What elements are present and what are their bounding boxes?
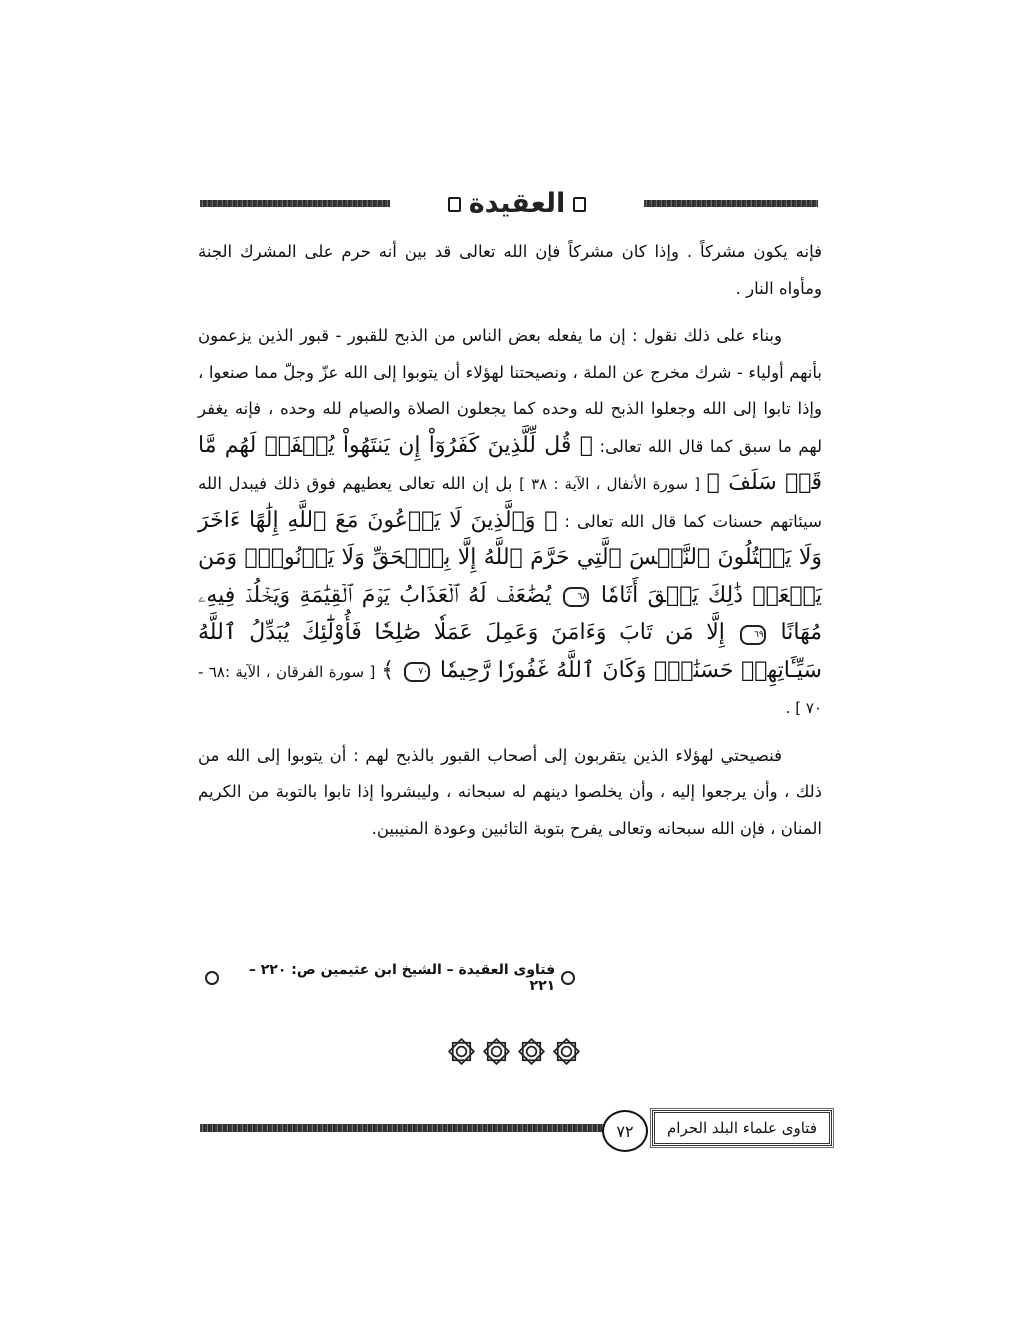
header-title-group bbox=[442, 186, 592, 222]
paragraph-1: فإنه يكون مشركاً . وإذا كان مشركاً فإن الله تعالى قد بين أنه حرم على المشرك الجنة ومأواه النار . bbox=[198, 242, 822, 298]
octagram-star-icon bbox=[446, 1036, 477, 1067]
circle-bullet-icon bbox=[205, 971, 219, 985]
circle-bullet-icon bbox=[561, 971, 575, 985]
page-header bbox=[200, 186, 818, 222]
quran-verse-furqan-68: ﴿ وَٱلَّذِينَ لَا يَدۡعُونَ مَعَ ٱللَّهِ إِلَٰهًا ءَاخَرَ وَلَا يَقۡتُلُونَ ٱلنَّفۡسَ ٱلَّتِي حَرَّمَ ٱللَّهُ إِلَّا بِٱلۡحَقِّ وَلَا يَزۡنُونَۚ وَمَن يَفۡعَلۡ ذَٰلِكَ يَلۡقَ أَثَامٗا bbox=[198, 507, 822, 608]
ayah-number-icon: ٦٨ bbox=[563, 587, 589, 607]
ayah-number-icon: ٦٩ bbox=[740, 625, 766, 645]
octagram-star-icon bbox=[551, 1036, 582, 1067]
paragraph-3-text: فنصيحتي لهؤلاء الذين يتقربون إلى أصحاب القبور بالذبح لهم : أن يتوبوا إلى الله من ذلك ، وأن يرجعوا إليه ، وأن يخلصوا دينهم له سبحانه ، وليبشروا إذا تابوا بالتوبة من الكريم المنان ، فإن الله سبحانه وتعالى يفرح بتوبة التائبين وعودة المنيبين. bbox=[198, 745, 822, 838]
octagram-star-icon bbox=[481, 1036, 512, 1067]
book-title: فتاوى علماء البلد الحرام bbox=[652, 1110, 832, 1146]
verse-reference-furqan: [ سورة الفرقان ، الآية :٦٨ - ٧٠ ] . bbox=[198, 662, 822, 717]
paragraph-2-intro: وبناء على ذلك نقول : إن ما يفعله بعض الناس من الذبح للقبور - قبور الذين يزعمون بأنهم أولياء - شرك مخرج عن الملة ، ونصيحتنا لهؤلاء أن يتوبوا إلى الله عزّ وجلّ مما صنعوا ، وإذا تابوا إلى الله وجعلوا الذبح لله وحده كما يجعلون الصلاة والصيام لله وحده ، فإنه يغفر لهم ما سبق كما قال الله تعالى: bbox=[198, 326, 823, 456]
body-text bbox=[198, 234, 822, 847]
square-box-icon bbox=[573, 197, 586, 212]
octagram-star-icon bbox=[516, 1036, 547, 1067]
page-footer bbox=[200, 1110, 832, 1160]
ayah-number-icon: ٧٠ bbox=[404, 662, 430, 682]
quran-verse-anfal: ﴿ قُل لِّلَّذِينَ كَفَرُوٓاْ إِن يَنتَهُواْ يُغۡفَرۡ لَهُم مَّا قَدۡ سَلَفَ ﴾ bbox=[198, 432, 822, 495]
paragraph-2 bbox=[198, 318, 822, 727]
ornament-row bbox=[446, 1036, 582, 1067]
page-number: ٧٢ bbox=[602, 1110, 648, 1152]
paragraph-3 bbox=[198, 738, 822, 848]
verse-reference-anfal: [ سورة الأنفال ، الآية : ٣٨ ] bbox=[519, 475, 701, 493]
source-text: فتاوى العقيدة – الشيخ ابن عثيمين ص: ٢٢٠ – ٢٢١ bbox=[248, 962, 556, 994]
chapter-title: العقيدة bbox=[468, 188, 566, 219]
paragraph-2-middle: بل إن الله تعالى يعطيهم فوق ذلك فيبدل الله سيئاتهم حسنات كما قال الله تعالى : bbox=[198, 474, 822, 531]
square-box-icon bbox=[448, 197, 461, 212]
footer-rule bbox=[200, 1124, 605, 1132]
source-citation bbox=[205, 962, 575, 994]
header-rule-left bbox=[200, 200, 390, 207]
quran-verse-furqan-69: يُضَٰعَفۡ لَهُ ٱلۡعَذَابُ يَوۡمَ ٱلۡقِيَٰمَةِ وَيَخۡلُدۡ فِيهِۦ مُهَانًا bbox=[198, 582, 823, 645]
quran-close-bracket: ﴾ bbox=[381, 657, 395, 683]
header-rule-right bbox=[644, 200, 818, 207]
quran-verse-furqan-70: إِلَّا مَن تَابَ وَءَامَنَ وَعَمِلَ عَمَلٗا صَٰلِحٗا فَأُوْلَٰٓئِكَ يُبَدِّلُ ٱللَّهُ سَيِّـَٔاتِهِمۡ حَسَنَٰتٖۗ وَكَانَ ٱللَّهُ غَفُورٗا رَّحِيمٗا bbox=[198, 620, 822, 683]
